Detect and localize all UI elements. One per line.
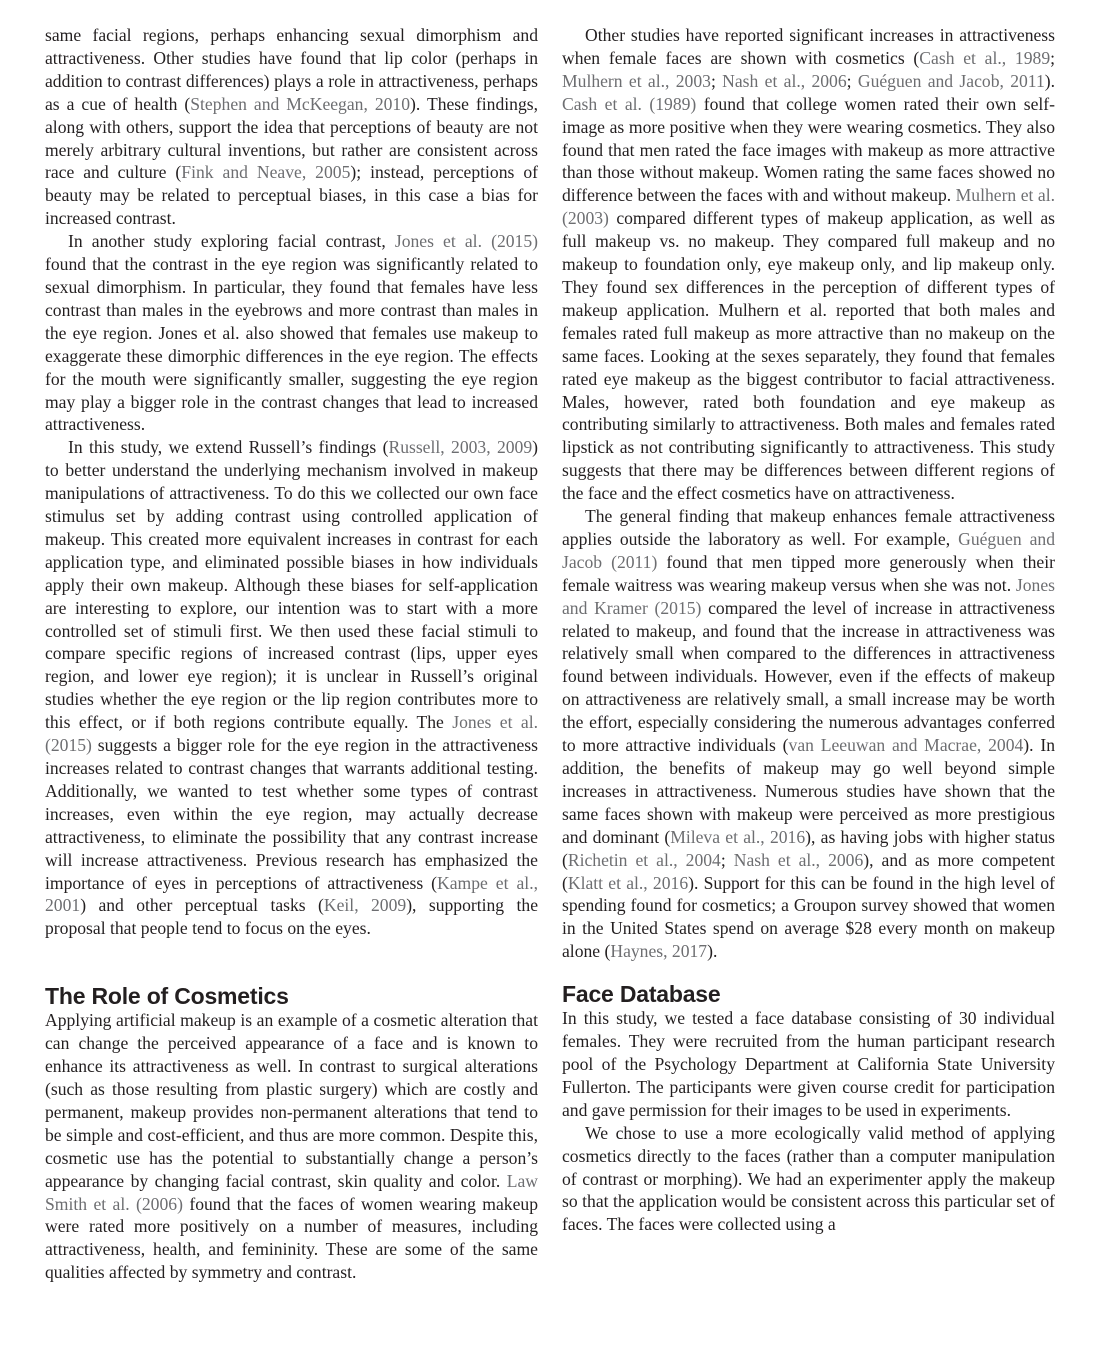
body-text: found that men tipped more generously when their female waitress was wearing makeup versus when she was not. bbox=[562, 551, 1055, 595]
body-text: In another study exploring facial contrast, bbox=[68, 231, 395, 252]
citation-link[interactable]: Haynes, 2017 bbox=[610, 941, 708, 962]
citation-link[interactable]: Guéguen and Jacob, 2011 bbox=[857, 70, 1045, 91]
body-text: Other studies have reported significant increases in attractiveness when female faces are shown with cosmetics ( bbox=[562, 25, 1055, 68]
body-text: ). bbox=[1044, 70, 1056, 91]
citation-link[interactable]: Cash et al. (1989) bbox=[562, 93, 697, 114]
body-text: ; bbox=[846, 70, 858, 91]
right-column bbox=[562, 24, 1055, 1236]
citation-link[interactable]: Fink and Neave, 2005 bbox=[181, 162, 351, 183]
citation-link[interactable]: van Leeuwan and Macrae, 2004 bbox=[788, 735, 1024, 756]
body-text: The general finding that makeup enhances female attractiveness applies outside the laboratory as well. For example, bbox=[562, 506, 1055, 549]
citation-link[interactable]: Klatt et al., 2016 bbox=[567, 872, 689, 893]
face-database-body bbox=[562, 1007, 1055, 1236]
citation-link[interactable]: Nash et al., 2006 bbox=[733, 849, 864, 870]
body-text: ; bbox=[710, 70, 723, 91]
paragraph bbox=[562, 505, 1055, 963]
body-text: Applying artificial makeup is an example of a cosmetic alteration that can change the perceived appearance of a face and is known to enhance its attractiveness as well. In contrast to surgical alterations (such as those resulting from plastic surgery) which are costly and permanent, makeup provides non-permanent alterations that tend to be simple and cost-efficient, and thus are more common. Despite this, cosmetic use has the potential to substantially change a person’s appearance by changing facial contrast, skin quality and color. bbox=[45, 1010, 538, 1191]
citation-link[interactable]: Mileva et al., 2016 bbox=[670, 826, 806, 847]
body-text: In this study, we extend Russell’s findings ( bbox=[68, 437, 389, 458]
citation-link[interactable]: Russell, 2003, 2009 bbox=[388, 437, 533, 458]
body-text: found that the contrast in the eye region was significantly related to sexual dimorphism. In particular, they found that females have less contrast than males in the eyebrows and more contrast than males in the eye region. Jones et al. also showed that females use makeup to exaggerate these dimorphic differences in the eye region. The effects for the mouth were significantly smaller, suggesting the eye region may play a bigger role in the contrast changes that lead to increased attractiveness. bbox=[45, 254, 538, 435]
paragraph bbox=[562, 24, 1055, 505]
body-text: ), as having jobs with higher status ( bbox=[562, 826, 1055, 870]
citation-link[interactable]: Stephen and McKeegan, 2010 bbox=[190, 93, 411, 114]
left-intro-body bbox=[45, 24, 538, 940]
citation-link[interactable]: Mulhern et al., 2003 bbox=[562, 70, 711, 91]
body-text: compared different types of makeup application, as well as full makeup vs. no makeup. They compared full makeup and no makeup to foundation only, eye makeup only, and lip makeup only. They found sex differences in the perception of different types of makeup application. Mulhern et al. reported that both males and females rated full makeup as more attractive than no makeup on the same faces. Looking at the sexes separately, they found that females rated eye makeup as the biggest contributor to facial attractiveness. Males, however, rated both foundation and eye makeup as contributing similarly to attractiveness. Both males and females rated lipstick as not contributing significantly to attractiveness. This study suggests that there may be differences between different regions of the face and the effect cosmetics have on attractiveness. bbox=[562, 208, 1055, 504]
body-text: ), supporting the proposal that people tend to focus on the eyes. bbox=[45, 895, 538, 939]
body-text: ; bbox=[720, 849, 734, 870]
body-text: ). Support for this can be found in the high level of spending found for cosmetics; a Groupon survey showed that women in the United States spend on average $28 every month on makeup alone ( bbox=[562, 872, 1055, 962]
role-of-cosmetics-body bbox=[45, 1009, 538, 1284]
left-column bbox=[45, 24, 538, 1284]
body-text: ) to better understand the underlying mechanism involved in makeup manipulations of attractiveness. To do this we collected our own face stimulus set by adding contrast using controlled application of makeup. This created more equivalent increases in contrast for each application type, and eliminated possible biases in how individuals apply their own makeup. Although these biases for self-application are interesting to explore, our intention was to start with a more controlled set of stimuli first. We then used these facial stimuli to compare specific regions of increased contrast (lips, upper eyes region, and lower eye region); it is unclear in Russell’s original studies whether the eye region or the lip region contributes more to this effect, or if both regions contribute equally. The bbox=[45, 437, 539, 733]
citation-link[interactable]: Law Smith et al. (2006) bbox=[45, 1170, 538, 1214]
paragraph bbox=[45, 230, 538, 436]
citation-link[interactable]: Jones et al. (2015) bbox=[45, 712, 539, 756]
section-heading-role-of-cosmetics: The Role of Cosmetics bbox=[45, 983, 289, 1010]
citation-link[interactable]: Richetin et al., 2004 bbox=[567, 849, 721, 870]
citation-link[interactable]: Mulhern et al. (2003) bbox=[562, 185, 1055, 229]
citation-link[interactable]: Kampe et al., 2001 bbox=[45, 872, 538, 916]
body-text: In this study, we tested a face database consisting of 30 individual females. They were recruited from the human participant research pool of the Psychology Department at California State University Fullerton. The participants were given course credit for participation and gave permission for their images to be used in experiments. bbox=[562, 1008, 1055, 1120]
body-text: ) and other perceptual tasks ( bbox=[80, 895, 324, 916]
citation-link[interactable]: Jones et al. (2015) bbox=[394, 231, 538, 252]
body-text: ); instead, perceptions of beauty may be related to perceptual biases, in this case a bias for increased contrast. bbox=[45, 162, 538, 229]
section-heading-face-database: Face Database bbox=[562, 981, 721, 1008]
citation-link[interactable]: Keil, 2009 bbox=[323, 895, 407, 916]
right-intro-body bbox=[562, 24, 1055, 963]
citation-link[interactable]: Guéguen and Jacob (2011) bbox=[562, 528, 1056, 572]
body-text: We chose to use a more ecologically valid method of applying cosmetics directly to the faces (rather than a computer manipulation of contrast or morphing). We had an experimenter apply the makeup so that the application would be consistent across this particular set of faces. The faces were collected using a bbox=[562, 1122, 1055, 1235]
body-text: compared the level of increase in attractiveness related to makeup, and found that the increase in attractiveness was relatively small when compared to the differences in attractiveness found between individuals. However, even if the effects of makeup on attractiveness are relatively small, a small increase may be worth the effort, especially considering the numerous advantages conferred to more attractive individuals ( bbox=[562, 597, 1055, 756]
paragraph bbox=[562, 1122, 1055, 1237]
body-text: ; bbox=[1050, 47, 1056, 68]
citation-link[interactable]: Jones and Kramer (2015) bbox=[562, 574, 1055, 618]
paragraph bbox=[45, 436, 538, 940]
citation-link[interactable]: Cash et al., 1989 bbox=[919, 47, 1051, 68]
body-text: ). In addition, the benefits of makeup may go well beyond simple increases in attractiveness. Numerous studies have shown that the same faces shown with makeup were perceived as more prestigious and dominant ( bbox=[562, 735, 1056, 847]
body-text: ), and as more competent ( bbox=[562, 849, 1055, 893]
paragraph bbox=[562, 1007, 1055, 1122]
body-text: same facial regions, perhaps enhancing sexual dimorphism and attractiveness. Other studies have found that lip color (perhaps in addition to contrast differences) plays a role in attractiveness, perhaps as a cue of health ( bbox=[45, 25, 538, 114]
citation-link[interactable]: Nash et al., 2006 bbox=[722, 70, 847, 91]
body-text: found that college women rated their own self-image as more positive when they were wearing cosmetics. They also found that men rated the face images with makeup as more attractive than those without makeup. Women rating the same faces showed no difference between the faces with and without makeup. bbox=[562, 93, 1055, 206]
body-text: ). These findings, along with others, support the idea that perceptions of beauty are not merely arbitrary cultural inventions, but rather are consistent across race and culture ( bbox=[45, 93, 538, 183]
body-text: ). bbox=[707, 941, 718, 962]
paragraph bbox=[45, 24, 538, 230]
paragraph bbox=[45, 1009, 538, 1284]
body-text: found that the faces of women wearing makeup were rated more positively on a number of measures, including attractiveness, health, and femininity. These are some of the same qualities affected by symmetry and contrast. bbox=[45, 1193, 538, 1283]
body-text: suggests a bigger role for the eye region in the attractiveness increases related to contrast changes that warrants additional testing. Additionally, we wanted to test whether some types of contrast increases, even within the eye region, may actually decrease attractiveness, to eliminate the possibility that any contrast increase will increase attractiveness. Previous research has emphasized the importance of eyes in perceptions of attractiveness ( bbox=[45, 735, 538, 893]
